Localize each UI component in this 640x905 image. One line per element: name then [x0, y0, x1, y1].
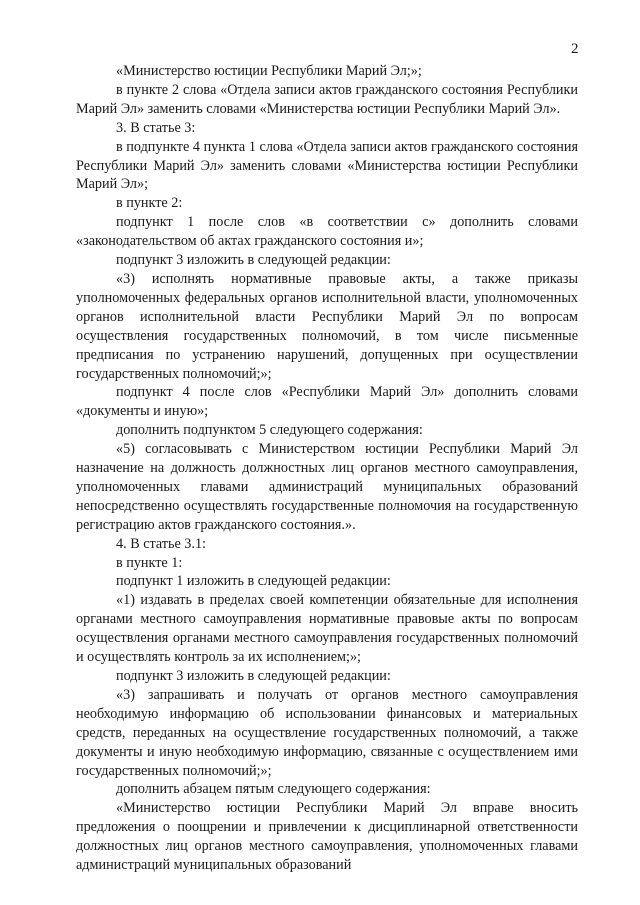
paragraph: в пункте 2 слова «Отдела записи актов гражданского состояния Республики Марий Эл» заменить словами «Министерства юстиции Республики Марий Эл».	[76, 81, 578, 117]
paragraph: подпункт 4 после слов «Республики Марий Эл» дополнить словами «документы и иную»;	[76, 384, 578, 420]
paragraph: дополнить подпунктом 5 следующего содержания:	[116, 422, 423, 439]
paragraph: в пункте 1:	[116, 554, 183, 571]
paragraph: подпункт 1 после слов «в соответствии с» дополнить словами «законодательством об актах гражданского состояния и»;	[76, 214, 578, 250]
paragraph: «3) запрашивать и получать от органов местного самоуправления необходимую информацию об использовании финансовых и материальных средств, переданных на осуществление государственных полномочий, а также документы и иную необходимую информацию, связанные с осуществлением ими государственных полномочий;»;	[76, 686, 578, 779]
paragraph: подпункт 3 изложить в следующей редакции:	[116, 252, 391, 269]
paragraph: «Министерство юстиции Республики Марий Эл вправе вносить предложения о поощрении и привлечении к дисциплинарной ответственности должностных лиц органов местного самоуправления, уполномоченных главами администраций муниципальных образований	[76, 800, 578, 874]
paragraph: «3) исполнять нормативные правовые акты, а также приказы уполномоченных федеральных органов исполнительной власти, уполномоченных органов исполнительной власти Республики Марий Эл по вопросам осуществления государственных полномочий, в том числе письменные предписания по устранению нарушений, допущенных при осуществлении государственных полномочий;»;	[76, 270, 578, 382]
paragraph: «Министерство юстиции Республики Марий Эл;»;	[116, 63, 422, 79]
paragraph: 3. В статье 3:	[116, 119, 196, 136]
paragraph: «1) издавать в пределах своей компетенции обязательные для исполнения органами местного самоуправления нормативные правовые акты по вопросам осуществления органами местного самоуправления государственных полномочий и осуществлять контроль за их исполнением;»;	[76, 592, 578, 666]
paragraph: подпункт 1 изложить в следующей редакции:	[116, 573, 391, 590]
paragraph: в пункте 2:	[116, 195, 183, 212]
page-number: 2	[571, 41, 579, 57]
paragraph: 4. В статье 3.1:	[116, 535, 206, 552]
paragraph: в подпункте 4 пункта 1 слова «Отдела записи актов гражданского состояния Республики Марий Эл» заменить словами «Министерства юстиции Республики Марий Эл»;	[76, 138, 578, 193]
document-body	[76, 62, 578, 875]
paragraph: подпункт 3 изложить в следующей редакции:	[116, 668, 391, 684]
paragraph: «5) согласовывать с Министерством юстиции Республики Марий Эл назначение на должность должностных лиц органов местного самоуправления, уполномоченных главами администраций муниципальных образований непосредственно осуществлять государственные полномочия на государственную регистрацию актов гражданского состояния.».	[76, 441, 578, 533]
paragraph: дополнить абзацем пятым следующего содержания:	[116, 781, 431, 798]
